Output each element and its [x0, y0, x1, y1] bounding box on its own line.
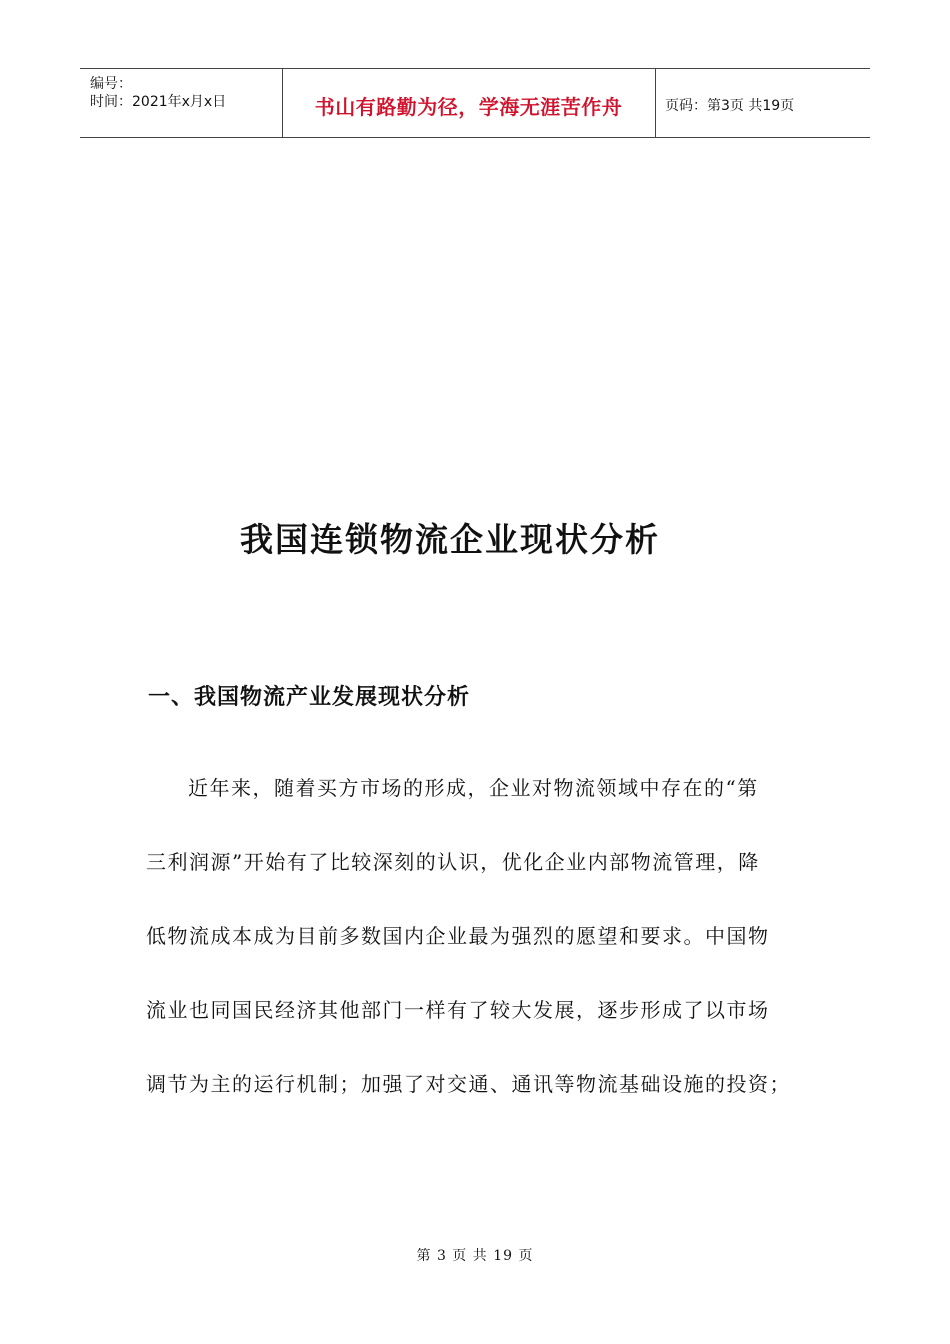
motto-text: 书山有路勤为径，学海无涯苦作舟 — [314, 95, 623, 119]
header-meta-cell — [80, 69, 283, 137]
body-paragraph — [146, 768, 806, 1138]
page-header — [80, 68, 870, 138]
paragraph-line: 调节为主的运行机制；加强了对交通、通讯等物流基础设施的投资； — [146, 1072, 791, 1096]
number-label: 编号： — [90, 76, 132, 92]
time-label: 时间：2021年x月x日 — [90, 94, 227, 110]
paragraph-line: 三利润源”开始有了比较深刻的认识，优化企业内部物流管理，降 — [146, 850, 760, 874]
section-heading: 一、我国物流产业发展现状分析 — [148, 684, 471, 710]
page-info: 页码：第3页 共19页 — [665, 98, 795, 114]
header-page-cell — [655, 69, 870, 137]
document-title: 我国连锁物流企业现状分析 — [240, 520, 660, 559]
page-footer: 第 3 页 共 19 页 — [416, 1248, 534, 1264]
paragraph-line: 流业也同国民经济其他部门一样有了较大发展，逐步形成了以市场 — [146, 998, 770, 1022]
paragraph-line: 低物流成本成为目前多数国内企业最为强烈的愿望和要求。中国物 — [146, 924, 770, 948]
paragraph-line: 近年来，随着买方市场的形成，企业对物流领域中存在的“第 — [188, 776, 759, 800]
header-motto-cell — [282, 69, 656, 137]
